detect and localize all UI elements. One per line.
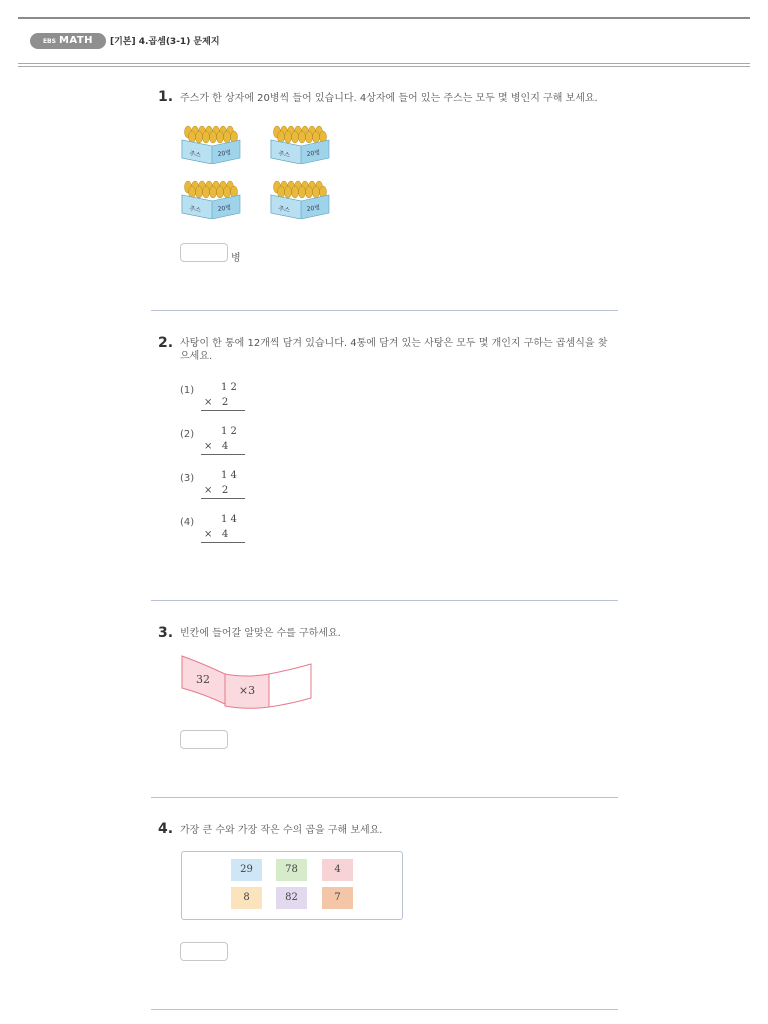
q3-text: 빈칸에 들어갈 알맞은 수를 구하세요. <box>180 628 341 639</box>
juice-crate-icon <box>180 173 242 219</box>
q2-text-line2: 으세요. <box>180 351 213 362</box>
q4-answer-input[interactable] <box>180 942 228 961</box>
multiplier: × 4 <box>204 441 229 452</box>
result-line <box>201 410 245 411</box>
number-card: 29 <box>231 859 262 881</box>
crate-label-juice: 주스 <box>277 150 291 159</box>
separator-3 <box>151 797 618 798</box>
crate-label-count: 20병 <box>306 204 321 213</box>
q3-answer-input[interactable] <box>180 730 228 749</box>
crate-label-juice: 주스 <box>188 150 202 159</box>
crate-label-count: 20병 <box>217 149 232 158</box>
logo-main-text: MATH <box>58 35 94 46</box>
header-rule-1 <box>18 63 750 64</box>
option-label: (3) <box>180 473 195 484</box>
number-card: 7 <box>322 887 353 909</box>
juice-crate-icon <box>269 173 331 219</box>
q3-number: 3. <box>158 625 174 641</box>
option-label: (4) <box>180 517 195 528</box>
crate-label-count: 20병 <box>306 149 321 158</box>
number-card: 8 <box>231 887 262 909</box>
chain-operation: ×3 <box>238 684 256 697</box>
worksheet-title: [기본] 4.곱셈(3-1) 문제지 <box>110 37 220 47</box>
juice-crate-icon <box>180 118 242 164</box>
option-label: (2) <box>180 429 195 440</box>
multiplicand: 1 4 <box>221 514 237 525</box>
number-card: 78 <box>276 859 307 881</box>
number-card: 82 <box>276 887 307 909</box>
header-rule-2 <box>18 66 750 67</box>
result-line <box>201 498 245 499</box>
crate-label-count: 20병 <box>217 204 232 213</box>
separator-4 <box>151 1009 618 1010</box>
multiplicand: 1 2 <box>221 382 237 393</box>
number-card: 4 <box>322 859 353 881</box>
multiplicand: 1 4 <box>221 470 237 481</box>
q1-text: 주스가 한 상자에 20병씩 들어 있습니다. 4상자에 들어 있는 주스는 모두 몇 병인지 구해 보세요. <box>180 93 598 104</box>
multiplier: × 2 <box>204 397 229 408</box>
ebs-math-logo <box>30 33 106 49</box>
q4-number: 4. <box>158 821 174 837</box>
juice-crate-icon <box>269 118 331 164</box>
separator-1 <box>151 310 618 311</box>
chain-blank-cell[interactable] <box>272 668 310 704</box>
multiplier: × 4 <box>204 529 229 540</box>
q2-number: 2. <box>158 335 174 351</box>
separator-2 <box>151 600 618 601</box>
chain-start-value: 32 <box>196 673 210 686</box>
q2-text-line1: 사탕이 한 통에 12개씩 담겨 있습니다. 4통에 담겨 있는 사탕은 모두 몇 개인지 구하는 곱셈식을 찾 <box>180 338 608 349</box>
result-line <box>201 542 245 543</box>
logo-small-text: EBS <box>42 38 56 45</box>
multiplicand: 1 2 <box>221 426 237 437</box>
q1-number: 1. <box>158 89 174 105</box>
q4-text: 가장 큰 수와 가장 작은 수의 곱을 구해 보세요. <box>180 825 383 836</box>
top-rule <box>18 17 750 19</box>
option-label: (1) <box>180 385 195 396</box>
result-line <box>201 454 245 455</box>
crate-label-juice: 주스 <box>188 205 202 214</box>
q1-answer-input[interactable] <box>180 243 228 262</box>
q1-unit: 병 <box>231 253 241 264</box>
crate-label-juice: 주스 <box>277 205 291 214</box>
multiplier: × 2 <box>204 485 229 496</box>
